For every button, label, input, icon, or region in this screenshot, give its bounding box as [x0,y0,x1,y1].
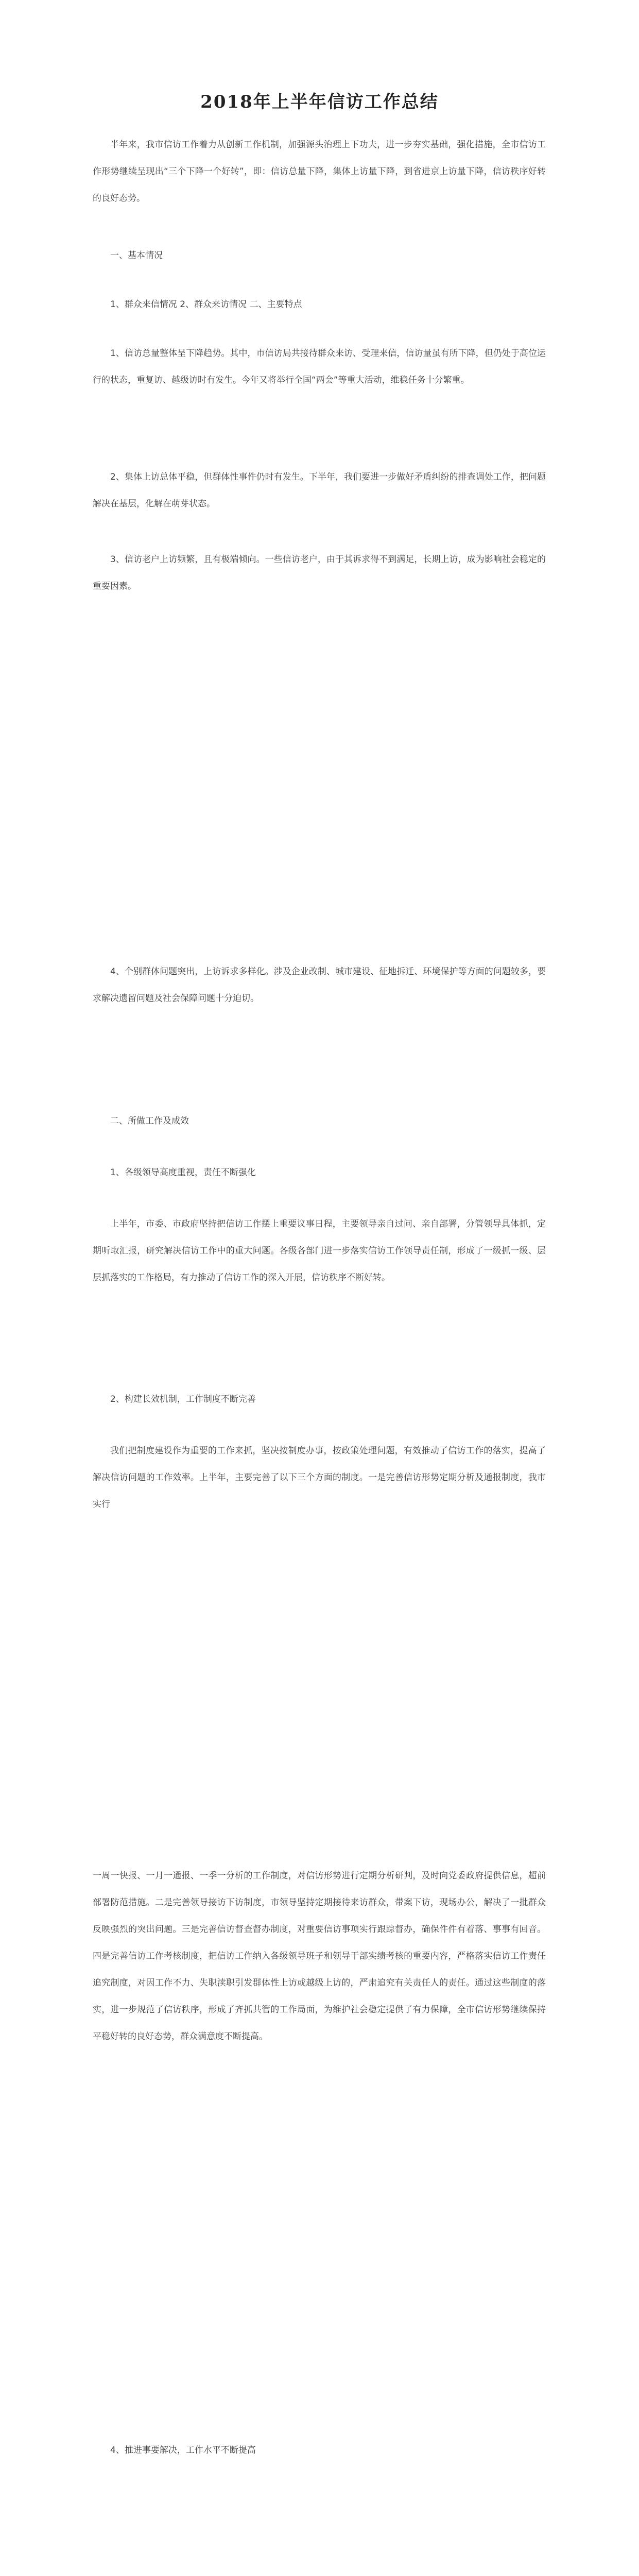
section-2-item-1-heading: 1、各级领导高度重视，责任不断强化 [110,1167,256,1178]
paragraph-4: 4、个别群体问题突出，上访诉求多样化。涉及企业改制、城市建设、征地拆迁、环境保护等方面的问题较多，要求解决遗留问题及社会保障问题十分迫切。 [93,967,546,1004]
paragraph-2: 2、集体上访总体平稳，但群体性事件仍时有发生。下半年，我们要进一步做好矛盾纠纷的排查调处工作，把问题解决在基层，化解在萌芽状态。 [93,472,546,509]
paragraph-1: 1、信访总量整体呈下降趋势。其中，市信访局共接待群众来访、受理来信，信访量虽有所下降，但仍处于高位运行的状态，重复访、越级访时有发生。今年又将举行全国“两会”等重大活动，维稳任务十分繁重。 [93,348,546,385]
section-2-item-1-body: 上半年，市委、市政府坚持把信访工作摆上重要议事日程，主要领导亲自过问、亲自部署，分管领导具体抓，定期听取汇报，研究解决信访工作中的重大问题。各级各部门进一步落实信访工作领导责任制，形成了一级抓一级、层层抓落实的工作格局，有力推动了信访工作的深入开展，信访秩序不断好转。 [93,1219,546,1283]
section-1-heading: 一、基本情况 [110,250,163,261]
section-2-item-4-heading: 4、推进事要解决，工作水平不断提高 [110,2445,256,2455]
section-2-item-2-body-continued: 一周一快报、一月一通报、一季一分析的工作制度，对信访形势进行定期分析研判，及时向党委政府提供信息，超前部署防范措施。二是完善领导接访下访制度，市领导坚持定期接待来访群众，带案下访，现场办公，解决了一批群众反映强烈的突出问题。三是完善信访督查督办制度，对重要信访事项实行跟踪督办，确保件件有着落、事事有回音。四是完善信访工作考核制度，把信访工作纳入各级领导班子和领导干部实绩考核的重要内容，严格落实信访工作责任追究制度，对因工作不力、失职渎职引发群体性上访或越级上访的，严肃追究有关责任人的责任。通过这些制度的落实，进一步规范了信访秩序，形成了齐抓共管的工作局面，为维护社会稳定提供了有力保障，全市信访形势继续保持平稳好转的良好态势，群众满意度不断提高。 [93,1871,546,2042]
section-1-subheading: 1、群众来信情况 2、群众来访情况 二、主要特点 [110,299,302,310]
section-2-item-2-heading: 2、构建长效机制，工作制度不断完善 [110,1394,256,1404]
paragraph-3: 3、信访老户上访频繁，且有极端倾向。一些信访老户，由于其诉求得不到满足，长期上访，成为影响社会稳定的重要因素。 [93,554,546,591]
intro-paragraph: 半年来，我市信访工作着力从创新工作机制，加强源头治理上下功夫，进一步夯实基础，强化措施，全市信访工作形势继续呈现出“三个下降一个好转”，即：信访总量下降，集体上访量下降，到省进京上访量下降，信访秩序好转的良好态势。 [93,140,546,204]
document-title: 2018年上半年信访工作总结 [200,92,439,112]
section-2-item-2-body: 我们把制度建设作为重要的工作来抓，坚决按制度办事，按政策处理问题，有效推动了信访工作的落实，提高了解决信访问题的工作效率。上半年，主要完善了以下三个方面的制度。一是完善信访形势定期分析及通报制度，我市实行 [93,1446,546,1510]
section-2-heading: 二、所做工作及成效 [110,1116,189,1126]
